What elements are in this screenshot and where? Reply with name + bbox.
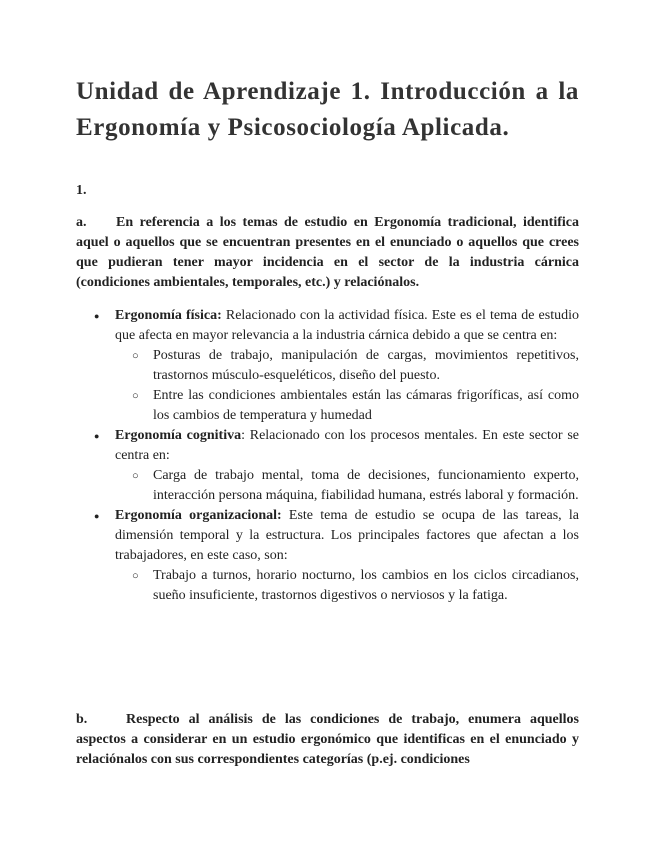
sub-list-item: ○ Posturas de trabajo, manipulación de cargas, movimientos repetitivos, trastornos músculo-esqueléticos, diseño del puesto.: [115, 346, 579, 386]
sub-list-item: ○ Trabajo a turnos, horario nocturno, los cambios en los ciclos circadianos, sueño insuficiente, trastornos digestivos o nerviosos y la fatiga.: [115, 566, 579, 606]
question-b: [76, 710, 579, 770]
question-b-text: Respecto al análisis de las condiciones de trabajo, enumera aquellos aspectos a considerar en un estudio ergonómico que identificas en el enunciado y relaciónalos con sus correspondientes categorías (p.ej. condiciones: [76, 712, 579, 767]
answer-item-ergonomia-cognitiva: [76, 426, 579, 506]
question-a-text: En referencia a los temas de estudio en Ergonomía tradicional, identifica aquel o aquellos que se encuentran presentes en el enunciado o aquellos que crees que pudieran tener mayor incidencia en el sector de la industria cárnica (condiciones ambientales, temporales, etc.) y relaciónalos.: [76, 215, 579, 290]
section-number: 1.: [76, 183, 87, 198]
answer-sublist: [115, 346, 579, 426]
sub-list-item: ○ Entre las condiciones ambientales están las cámaras frigoríficas, así como los cambios de temperatura y humedad: [115, 386, 579, 426]
answer-topic-text: Este tema de estudio se ocupa de las tareas, la dimensión temporal y la estructura. Los principales factores que afectan a los trabajadores, en este caso, son:: [115, 508, 579, 563]
answer-topic-name: Ergonomía física:: [115, 308, 222, 323]
question-a-letter: a.: [76, 215, 87, 230]
question-b-letter: b.: [76, 712, 88, 727]
answer-topic-name: Ergonomía cognitiva: [115, 428, 242, 443]
answer-topic-text: Relacionado con la actividad física. Este es el tema de estudio que afecta en mayor relevancia a la industria cárnica debido a que se centra en:: [115, 308, 580, 343]
answer-sublist: [115, 466, 579, 506]
answer-list: [76, 306, 579, 606]
answer-item-ergonomia-fisica: [76, 306, 579, 426]
sub-list-item: ○ Carga de trabajo mental, toma de decisiones, funcionamiento experto, interacción persona máquina, fiabilidad humana, estrés laboral y formación.: [115, 466, 579, 506]
answer-topic-name: Ergonomía organizacional:: [115, 508, 282, 523]
answer-sublist: [115, 566, 579, 606]
question-a: [76, 213, 579, 293]
answer-item-ergonomia-organizacional: [76, 506, 579, 606]
answer-topic-text: : Relacionado con los procesos mentales. En este sector se centra en:: [115, 428, 579, 463]
page-title: Unidad de Aprendizaje 1. Introducción a la Ergonomía y Psicosociología Aplicada.: [76, 78, 579, 141]
